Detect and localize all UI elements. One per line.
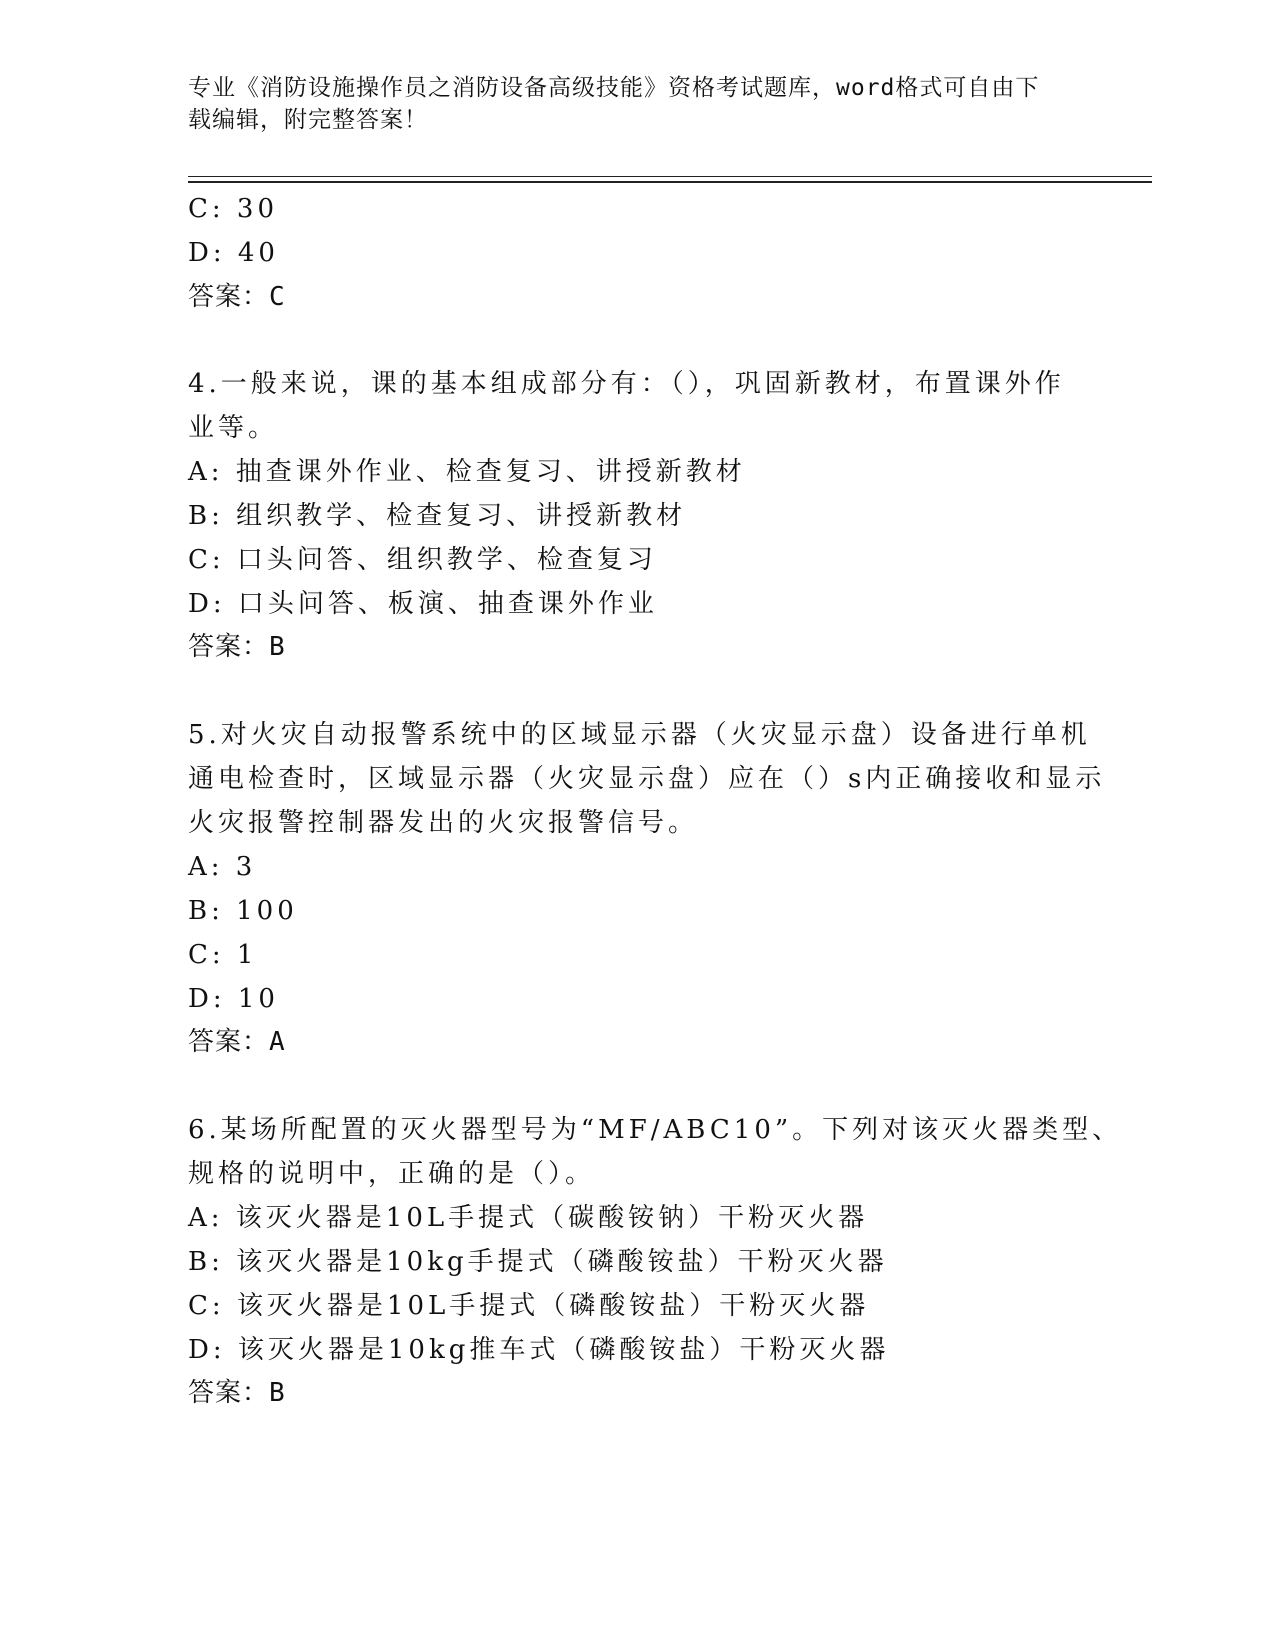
q4-option-c: C: 口头问答、组织教学、检查复习 [188,545,657,575]
q6-stem-line-1: 6.某场所配置的灭火器型号为“MF/ABC10”。下列对该灭火器类型、 [188,1115,1123,1145]
q3-option-c: C: 30 [188,194,279,224]
q4-stem-line-2: 业等。 [188,413,279,443]
q5-option-d: D: 10 [188,984,279,1014]
q5-stem-line-3: 火灾报警控制器发出的火灾报警信号。 [188,808,699,838]
header-line-2: 载编辑，附完整答案！ [188,107,428,133]
q6-option-d: D: 该灭火器是10kg推车式（磷酸铵盐）干粉灭火器 [188,1335,890,1365]
q5-option-b: B: 100 [188,896,298,926]
header-divider-thick [188,181,1152,183]
q4-option-d: D: 口头问答、板演、抽查课外作业 [188,589,658,619]
q4-option-a: A: 抽查课外作业、检查复习、讲授新教材 [188,457,746,487]
q5-option-c: C: 1 [188,940,258,970]
q6-stem-line-2: 规格的说明中，正确的是（）。 [188,1159,596,1189]
q4-stem-line-1: 4.一般来说，课的基本组成部分有：（），巩固新教材，布置课外作 [188,369,1065,399]
q6-option-b: B: 该灭火器是10kg手提式（磷酸铵盐）干粉灭火器 [188,1247,888,1277]
q5-stem-line-2: 通电检查时，区域显示器（火灾显示盘）应在（）s内正确接收和显示 [188,764,1106,794]
q4-option-b: B: 组织教学、检查复习、讲授新教材 [188,501,687,531]
q5-answer: 答案：A [188,1027,286,1057]
header-divider-thin [188,176,1152,177]
q6-answer: 答案：B [188,1378,286,1408]
q6-option-c: C: 该灭火器是10L手提式（磷酸铵盐）干粉灭火器 [188,1291,870,1321]
document-header [188,72,1068,136]
header-line-1: 专业《消防设施操作员之消防设备高级技能》资格考试题库，word格式可自由下 [188,75,1040,101]
q6-option-a: A: 该灭火器是10L手提式（碳酸铵钠）干粉灭火器 [188,1203,869,1233]
q3-option-d: D: 40 [188,238,279,268]
q5-stem-line-1: 5.对火灾自动报警系统中的区域显示器（火灾显示盘）设备进行单机 [188,720,1091,750]
q3-answer: 答案：C [188,282,286,312]
q5-option-a: A: 3 [188,852,257,882]
q4-answer: 答案：B [188,632,286,662]
